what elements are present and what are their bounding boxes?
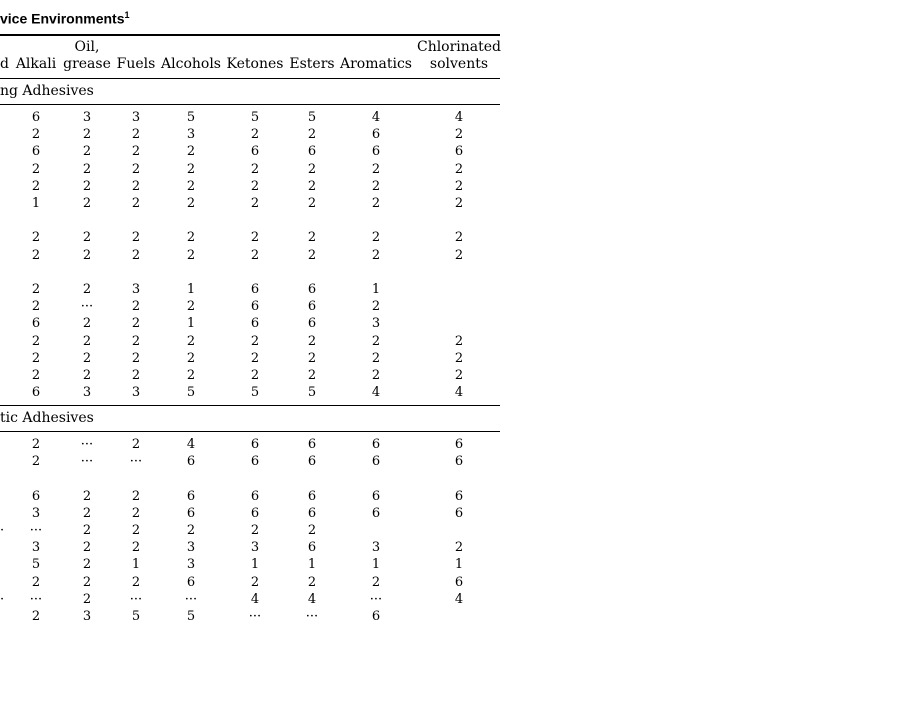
table-cell-fuels: 2	[131, 437, 141, 452]
column-header-alkali	[16, 39, 56, 73]
table-cell-acid: ·	[0, 591, 5, 607]
table-cell-alcohols: 6	[186, 574, 196, 590]
table-cell-aromatics: ···	[369, 591, 383, 607]
table-cell-oil: 2	[82, 230, 92, 246]
table-cell-alcohols: 5	[186, 110, 196, 125]
table-cell-esters: 5	[307, 385, 317, 401]
table-cell-oil: 2	[82, 282, 92, 297]
column-header-chlorinated	[417, 39, 501, 73]
table-cell-aromatics: 3	[371, 316, 381, 332]
table-cell-esters: 6	[307, 454, 317, 470]
table-cell-oil: 2	[82, 127, 92, 143]
table-cell-alkali: 2	[31, 333, 41, 349]
table-cell-esters: 6	[307, 540, 317, 556]
title-footnote-marker: 1	[124, 10, 130, 20]
table-cell-ketones: 2	[250, 350, 260, 366]
table-cell-alcohols: 2	[186, 247, 196, 263]
table-cell-alkali: 2	[31, 282, 41, 297]
column-header-line1: Oil,	[74, 39, 100, 55]
table-cell-aromatics: 6	[371, 488, 381, 504]
table-cell-alcohols: 2	[186, 144, 196, 160]
table-cell-chlorinated: 4	[454, 385, 464, 401]
table-cell-fuels: 5	[131, 609, 141, 624]
column-header-line1	[289, 39, 334, 56]
table-cell-ketones: 6	[250, 437, 260, 452]
table-cell-aromatics: 2	[371, 350, 381, 366]
table-cell-ketones: 4	[250, 591, 260, 607]
table-cell-ketones: 3	[250, 540, 260, 556]
table-cell-esters: 2	[307, 368, 317, 383]
table-cell-ketones: 6	[250, 316, 260, 332]
table-cell-aromatics: 2	[371, 247, 381, 263]
table-cell-esters: 2	[307, 230, 317, 246]
table-cell-fuels: 3	[131, 385, 141, 401]
column-header-line2: Fuels	[116, 56, 156, 72]
table-cell-ketones: 2	[250, 230, 260, 246]
table-cell-chlorinated: 2	[454, 127, 464, 143]
table-cell-ketones: 5	[250, 385, 260, 401]
table-cell-alkali: 2	[31, 299, 41, 315]
table-cell-fuels: 2	[131, 350, 141, 366]
table-cell-oil: 2	[82, 488, 92, 504]
table-cell-alkali: 5	[31, 557, 41, 573]
table-cell-alcohols: 3	[186, 127, 196, 143]
table-cell-esters: 4	[307, 591, 317, 607]
column-header-esters	[289, 39, 334, 73]
table-cell-oil: 3	[82, 110, 92, 125]
table-cell-aromatics: 4	[371, 110, 381, 125]
table-cell-oil: 2	[82, 505, 92, 521]
table-cell-esters: 6	[307, 282, 317, 297]
table-cell-oil: 2	[82, 540, 92, 556]
table-cell-alcohols: 2	[186, 368, 196, 383]
table-cell-chlorinated: 6	[454, 144, 464, 160]
table-cell-aromatics: 6	[371, 609, 381, 624]
table-cell-esters: 6	[307, 505, 317, 521]
table-cell-alcohols: 5	[186, 385, 196, 401]
table-cell-fuels: 2	[131, 161, 141, 177]
table-cell-oil: 2	[82, 557, 92, 573]
column-header-line1	[340, 39, 412, 56]
column-header-alcohols	[161, 39, 221, 73]
table-cell-alcohols: 3	[186, 557, 196, 573]
table-cell-alcohols: 2	[186, 299, 196, 315]
table-cell-fuels: 2	[131, 316, 141, 332]
table-cell-aromatics: 2	[371, 333, 381, 349]
table-cell-oil: 2	[82, 523, 92, 538]
column-header-line2: solvents	[429, 56, 489, 72]
column-header-line1	[117, 39, 156, 56]
table-cell-oil: ···	[80, 437, 94, 452]
table-cell-ketones: 1	[250, 557, 260, 573]
table-cell-ketones: 6	[250, 144, 260, 160]
table-cell-fuels: 2	[131, 368, 141, 383]
table-cell-esters: 6	[307, 144, 317, 160]
table-cell-aromatics: 2	[371, 178, 381, 194]
table-cell-aromatics: 2	[371, 230, 381, 246]
table-cell-alcohols: 2	[186, 196, 196, 211]
table-cell-alcohols: 3	[186, 540, 196, 556]
table-cell-alkali: 2	[31, 454, 41, 470]
table-cell-ketones: 2	[250, 161, 260, 177]
section-divider-rule	[0, 405, 500, 406]
table-cell-oil: 2	[82, 333, 92, 349]
column-header-ketones	[227, 39, 284, 73]
table-cell-fuels: 2	[131, 196, 141, 211]
column-header-oil	[63, 39, 111, 73]
table-cell-chlorinated: 2	[454, 350, 464, 366]
column-header-line2: d	[0, 56, 9, 72]
table-cell-oil: 2	[82, 144, 92, 160]
table-title	[0, 10, 130, 27]
table-cell-alcohols: 5	[186, 609, 196, 624]
column-header-line1	[0, 39, 9, 56]
table-cell-aromatics: 1	[371, 557, 381, 573]
table-cell-alkali: 6	[31, 316, 41, 332]
table-cell-fuels: 2	[131, 574, 141, 590]
table-cell-fuels: 2	[131, 247, 141, 263]
table-cell-fuels: 2	[131, 230, 141, 246]
title-text: vice Environments	[0, 10, 125, 27]
table-cell-alkali: 6	[31, 385, 41, 401]
table-cell-oil: ···	[80, 299, 94, 315]
table-cell-fuels: 2	[131, 488, 141, 504]
column-header-line1	[161, 39, 221, 56]
table-cell-chlorinated: 2	[454, 161, 464, 177]
table-cell-esters: 2	[307, 333, 317, 349]
table-cell-fuels: 2	[131, 540, 141, 556]
table-cell-alcohols: 2	[186, 523, 196, 538]
table-cell-aromatics: 6	[371, 505, 381, 521]
table-cell-fuels: 2	[131, 178, 141, 194]
table-cell-esters: ···	[305, 609, 319, 624]
table-cell-chlorinated: 4	[454, 110, 464, 125]
table-cell-esters: 6	[307, 299, 317, 315]
column-header-line2: grease	[63, 56, 111, 72]
table-cell-aromatics: 6	[371, 144, 381, 160]
table-cell-oil: 3	[82, 609, 92, 624]
column-header-line1	[227, 39, 284, 56]
table-cell-ketones: 2	[250, 333, 260, 349]
table-cell-esters: 2	[307, 574, 317, 590]
table-cell-chlorinated: 6	[454, 454, 464, 470]
table-cell-chlorinated: 2	[454, 178, 464, 194]
table-cell-esters: 2	[307, 247, 317, 263]
table-cell-alcohols: ···	[184, 591, 198, 607]
column-header-line2: Alkali	[15, 56, 57, 72]
column-header-acid	[0, 39, 9, 73]
table-cell-chlorinated: 2	[454, 333, 464, 349]
table-cell-chlorinated: 2	[454, 368, 464, 383]
table-cell-oil: 3	[82, 385, 92, 401]
section-label-1: ng Adhesives	[0, 83, 94, 99]
column-header-line1	[16, 39, 56, 56]
table-cell-ketones: 6	[250, 299, 260, 315]
table-cell-fuels: 2	[131, 333, 141, 349]
table-cell-aromatics: 2	[371, 196, 381, 211]
table-cell-ketones: 2	[250, 247, 260, 263]
table-cell-alkali: 2	[31, 574, 41, 590]
table-cell-alkali: 3	[31, 540, 41, 556]
table-cell-chlorinated: 2	[454, 196, 464, 211]
table-cell-alkali: 2	[31, 178, 41, 194]
table-cell-oil: ···	[80, 454, 94, 470]
table-cell-fuels: 1	[131, 557, 141, 573]
table-cell-esters: 5	[307, 110, 317, 125]
table-cell-alkali: 2	[31, 161, 41, 177]
table-cell-aromatics: 6	[371, 454, 381, 470]
table-cell-ketones: 5	[250, 110, 260, 125]
column-header-fuels	[117, 39, 156, 73]
table-cell-alkali: ···	[29, 523, 43, 538]
table-cell-alkali: 2	[31, 247, 41, 263]
table-cell-ketones: 2	[250, 523, 260, 538]
table-cell-chlorinated: 2	[454, 540, 464, 556]
table-cell-oil: 2	[82, 350, 92, 366]
table-cell-alkali: 2	[31, 230, 41, 246]
table-cell-ketones: ···	[248, 609, 262, 624]
table-cell-alcohols: 6	[186, 488, 196, 504]
table-cell-ketones: 6	[250, 488, 260, 504]
column-header-line2: Alcohols	[161, 56, 221, 72]
table-cell-fuels: 2	[131, 505, 141, 521]
table-cell-alkali: 3	[31, 505, 41, 521]
table-cell-chlorinated: 6	[454, 437, 464, 452]
table-cell-esters: 1	[307, 557, 317, 573]
table-cell-alcohols: 2	[186, 350, 196, 366]
table-cell-alkali: 2	[31, 437, 41, 452]
table-cell-alkali: 2	[31, 609, 41, 624]
header-bottom-rule	[0, 78, 500, 79]
table-cell-ketones: 2	[250, 368, 260, 383]
table-cell-fuels: 2	[131, 144, 141, 160]
table-cell-ketones: 6	[250, 282, 260, 297]
table-cell-esters: 2	[307, 350, 317, 366]
column-header-aromatics	[340, 39, 412, 73]
table-cell-alkali: 1	[31, 196, 41, 211]
table-cell-chlorinated: 2	[454, 230, 464, 246]
table-cell-oil: 2	[82, 316, 92, 332]
table-cell-fuels: 2	[131, 299, 141, 315]
table-cell-ketones: 6	[250, 505, 260, 521]
table-cell-fuels: ···	[129, 591, 143, 607]
column-header-line2: Ketones	[226, 56, 284, 72]
table-cell-ketones: 2	[250, 127, 260, 143]
table-cell-esters: 6	[307, 488, 317, 504]
table-cell-alcohols: 2	[186, 333, 196, 349]
table-cell-esters: 2	[307, 178, 317, 194]
table-cell-fuels: 3	[131, 110, 141, 125]
table-cell-esters: 2	[307, 161, 317, 177]
section-label-2: tic Adhesives	[0, 410, 94, 426]
table-cell-oil: 2	[82, 368, 92, 383]
table-cell-ketones: 2	[250, 196, 260, 211]
table-cell-chlorinated: 1	[454, 557, 464, 573]
table-cell-fuels: 2	[131, 127, 141, 143]
table-cell-alcohols: 1	[186, 282, 196, 297]
table-cell-aromatics: 2	[371, 368, 381, 383]
table-top-rule	[0, 34, 500, 36]
table-cell-chlorinated: 6	[454, 574, 464, 590]
table-cell-esters: 2	[307, 523, 317, 538]
table-cell-alcohols: 6	[186, 454, 196, 470]
table-cell-ketones: 2	[250, 574, 260, 590]
table-cell-chlorinated: 4	[454, 591, 464, 607]
table-cell-alcohols: 1	[186, 316, 196, 332]
table-cell-alcohols: 6	[186, 505, 196, 521]
table-cell-aromatics: 2	[371, 161, 381, 177]
table-cell-alcohols: 4	[186, 437, 196, 452]
table-cell-chlorinated: 2	[454, 247, 464, 263]
table-cell-esters: 2	[307, 196, 317, 211]
table-cell-aromatics: 4	[371, 385, 381, 401]
table-cell-aromatics: 2	[371, 299, 381, 315]
section-2-rule	[0, 431, 500, 432]
table-cell-esters: 6	[307, 437, 317, 452]
table-cell-alkali: 6	[31, 488, 41, 504]
table-cell-aromatics: 3	[371, 540, 381, 556]
table-cell-aromatics: 1	[371, 282, 381, 297]
column-header-line1: Chlorinated	[416, 39, 502, 55]
table-cell-chlorinated: 6	[454, 488, 464, 504]
table-cell-alkali: 2	[31, 350, 41, 366]
table-cell-fuels: 3	[131, 282, 141, 297]
table-cell-oil: 2	[82, 591, 92, 607]
table-cell-alkali: 2	[31, 368, 41, 383]
table-cell-alkali: ···	[29, 591, 43, 607]
table-cell-fuels: ···	[129, 454, 143, 470]
table-cell-alkali: 6	[31, 144, 41, 160]
table-cell-aromatics: 6	[371, 437, 381, 452]
table-cell-alcohols: 2	[186, 230, 196, 246]
table-cell-alcohols: 2	[186, 161, 196, 177]
table-cell-aromatics: 6	[371, 127, 381, 143]
table-cell-oil: 2	[82, 161, 92, 177]
table-cell-alkali: 2	[31, 127, 41, 143]
table-cell-oil: 2	[82, 247, 92, 263]
table-cell-ketones: 6	[250, 454, 260, 470]
table-cell-alcohols: 2	[186, 178, 196, 194]
table-cell-esters: 2	[307, 127, 317, 143]
table-cell-aromatics: 2	[371, 574, 381, 590]
table-cell-oil: 2	[82, 178, 92, 194]
column-header-line2: Aromatics	[340, 56, 412, 72]
table-cell-alkali: 6	[31, 110, 41, 125]
table-cell-esters: 6	[307, 316, 317, 332]
table-cell-oil: 2	[82, 196, 92, 211]
section-1-rule	[0, 104, 500, 105]
table-cell-ketones: 2	[250, 178, 260, 194]
table-cell-oil: 2	[82, 574, 92, 590]
column-header-line2: Esters	[289, 56, 335, 72]
table-cell-chlorinated: 6	[454, 505, 464, 521]
table-cell-acid: ·	[0, 523, 5, 538]
table-cell-fuels: 2	[131, 523, 141, 538]
